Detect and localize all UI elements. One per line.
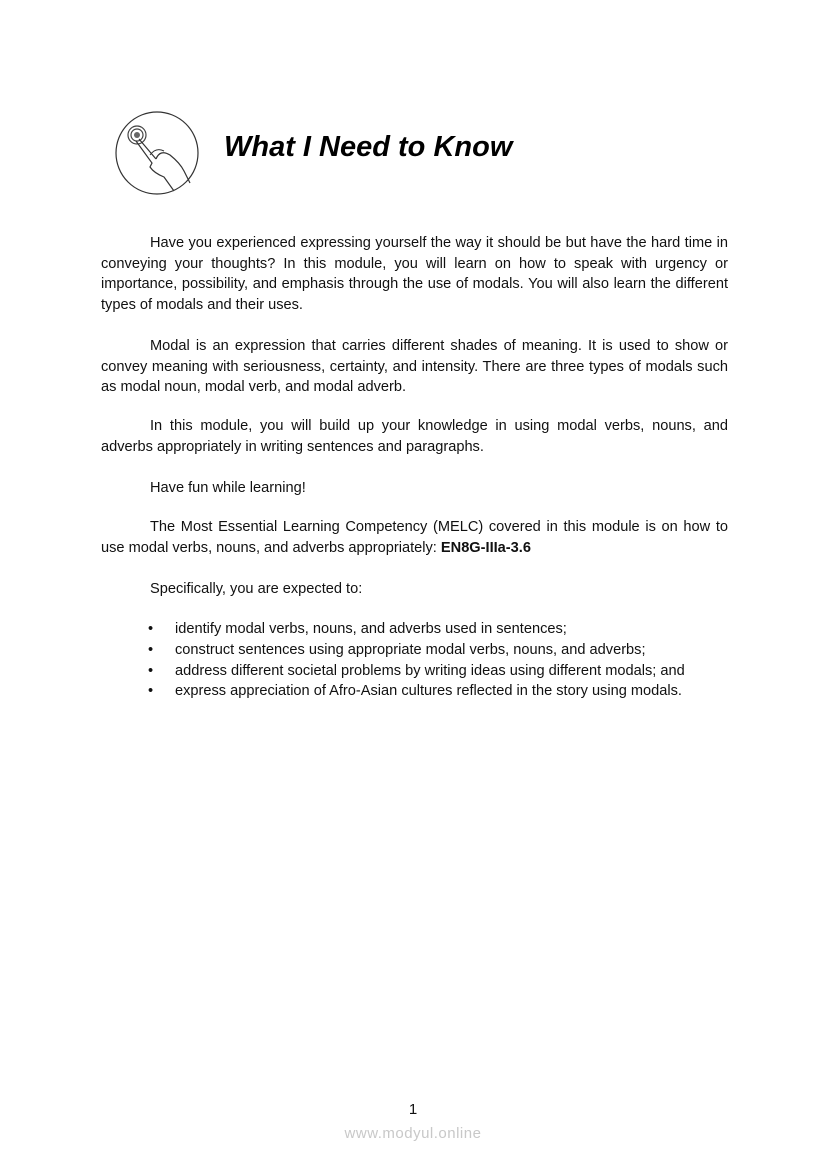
section-title: What I Need to Know	[224, 131, 513, 163]
list-item: • construct sentences using appropriate modal verbs, nouns, and adverbs;	[148, 640, 748, 661]
modal-definition-paragraph: Modal is an expression that carries different shades of meaning. It is used to show or convey meaning with seriousness, certainty, and intensity. There are three types of modals such as modal noun, modal verb, and modal adverb.	[101, 338, 728, 396]
melc-paragraph	[101, 517, 728, 558]
list-item: • express appreciation of Afro-Asian cultures reflected in the story using modals.	[148, 681, 748, 702]
expected-intro: Specifically, you are expected to:	[150, 581, 363, 597]
pointing-hand-icon	[112, 111, 202, 196]
page-number: 1	[408, 1101, 418, 1118]
watermark: www.modyul.online	[344, 1125, 482, 1142]
melc-text: The Most Essential Learning Competency (MELC) covered in this module is on how to use modal verbs, nouns, and adverbs appropriately:	[101, 519, 728, 556]
module-goal-paragraph: In this module, you will build up your knowledge in using modal verbs, nouns, and adverbs appropriately in writing sentences and paragraphs.	[101, 418, 728, 455]
list-item: • identify modal verbs, nouns, and adverbs used in sentences;	[148, 619, 748, 640]
intro-paragraph: Have you experienced expressing yourself the way it should be but have the hard time in conveying your thoughts? In this module, you will learn on how to speak with urgency or importance, possibility, and emphasis through the use of modals. You will also learn the different types of modals and their uses.	[101, 235, 728, 313]
objectives-list	[148, 619, 748, 702]
list-item: • address different societal problems by writing ideas using different modals; and	[148, 661, 748, 682]
melc-code: EN8G-IIIa-3.6	[440, 539, 531, 556]
have-fun-paragraph: Have fun while learning!	[150, 480, 306, 496]
